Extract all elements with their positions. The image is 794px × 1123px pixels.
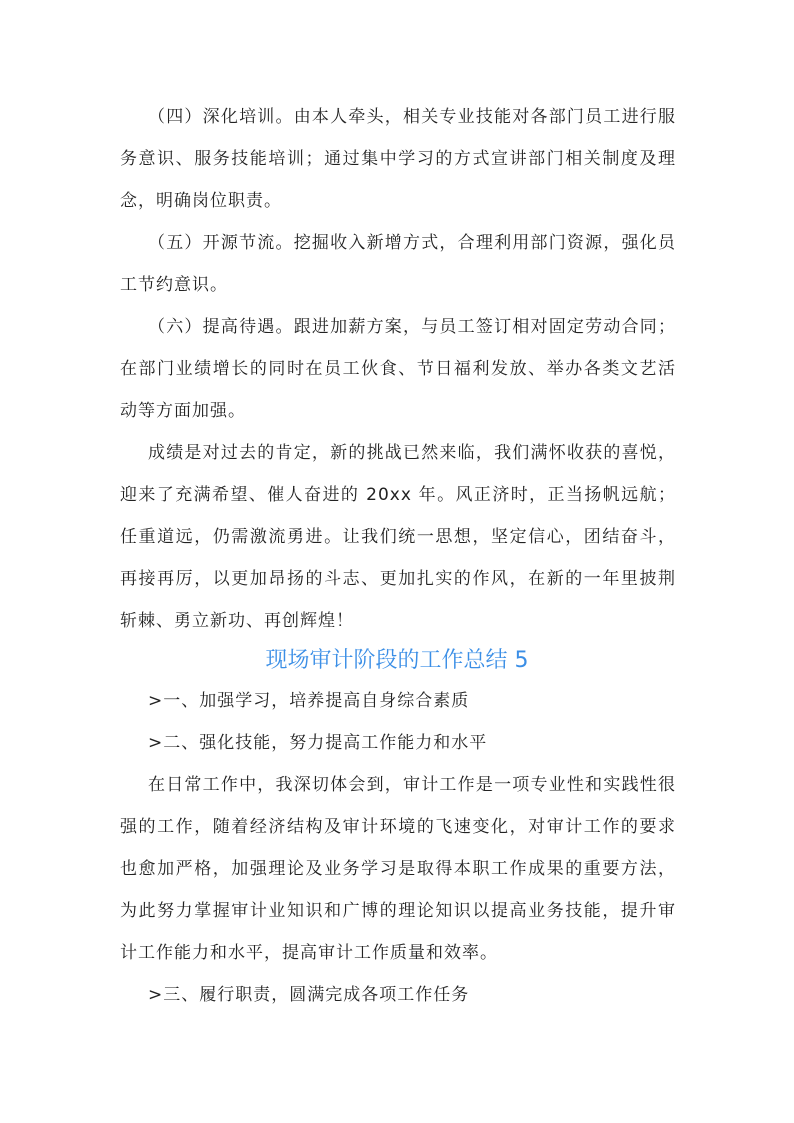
paragraph-conclusion: 成绩是对过去的肯定，新的挑战已然来临，我们满怀收获的喜悦，迎来了充满希望、催人奋进的 20xx 年。风正济时，正当扬帆远航；任重道远，仍需激流勇进。让我们统一思想，坚定信心，团结奋斗，再接再厉，以更加昂扬的斗志、更加扎实的作风，在新的一年里披荆斩棘、勇立新功、再创辉煌！ (120, 443, 676, 631)
paragraph-benefits: （六）提高待遇。跟进加薪方案，与员工签订相对固定劳动合同；在部门业绩增长的同时在员工伙食、节日福利发放、举办各类文艺活动等方面加强。 (120, 317, 676, 421)
paragraph-cost-saving: （五）开源节流。挖掘收入新增方式，合理利用部门资源，强化员工节约意识。 (120, 233, 676, 295)
section-item-2: >二、强化技能，努力提高工作能力和水平 (148, 733, 488, 753)
section-title: 现场审计阶段的工作总结 5 (265, 648, 529, 673)
section-item-3: >三、履行职责，圆满完成各项工作任务 (148, 985, 470, 1005)
paragraph-training: （四）深化培训。由本人牵头，相关专业技能对各部门员工进行服务意识、服务技能培训；通过集中学习的方式宣讲部门相关制度及理念，明确岗位职责。 (120, 107, 676, 211)
section-body-paragraph: 在日常工作中，我深切体会到，审计工作是一项专业性和实践性很强的工作，随着经济结构及审计环境的飞速变化，对审计工作的要求也愈加严格，加强理论及业务学习是取得本职工作成果的重要方法，为此努力掌握审计业知识和广博的理论知识以提高业务技能，提升审计工作能力和水平，提高审计工作质量和效率。 (120, 775, 676, 963)
section-item-1: >一、加强学习，培养提高自身综合素质 (148, 691, 470, 711)
